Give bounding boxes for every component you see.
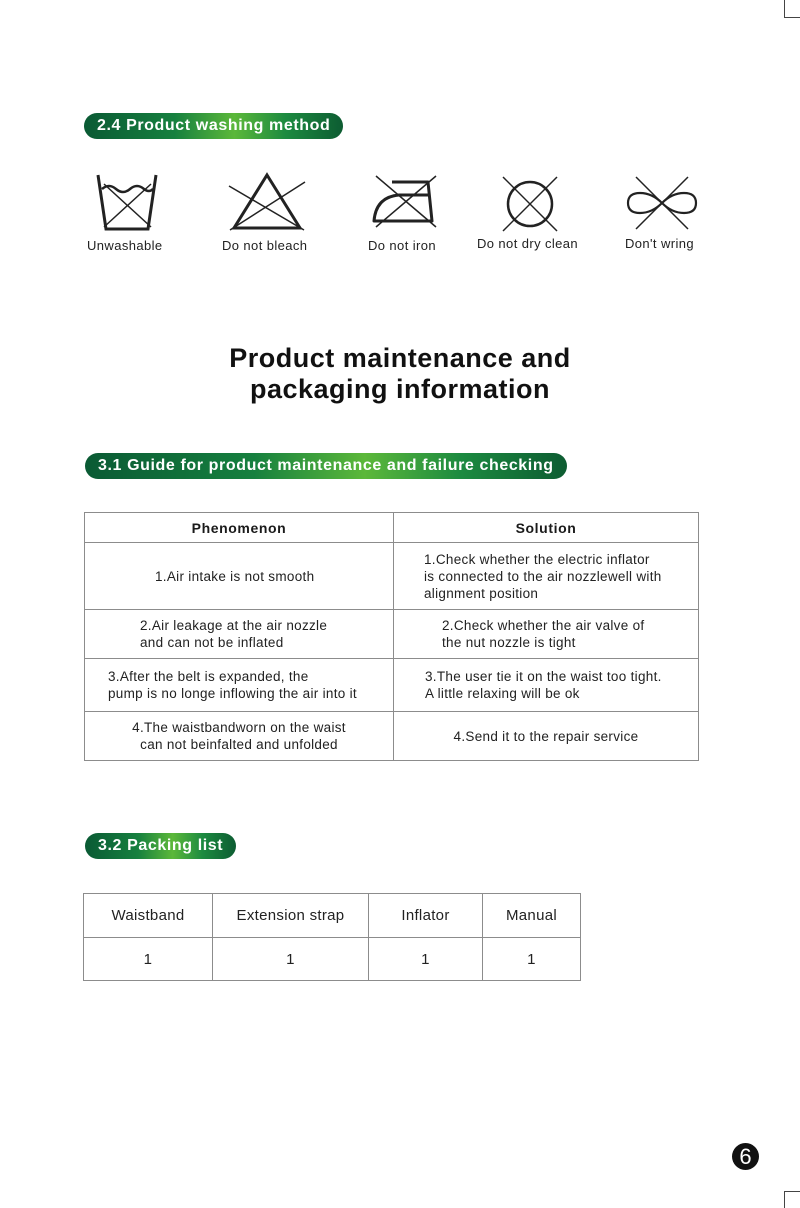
wash-label-no-iron: Do not iron xyxy=(368,238,436,253)
phenomenon-text: 2.Air leakage at the air nozzle xyxy=(140,618,328,633)
packing-header-manual: Manual xyxy=(483,894,581,938)
wash-label-unwashable: Unwashable xyxy=(87,238,163,253)
phenomenon-text: can not beinfalted and unfolded xyxy=(140,737,338,752)
page-title xyxy=(0,343,800,405)
solution-text: alignment position xyxy=(424,585,539,601)
header-solution: Solution xyxy=(394,513,699,543)
phenomenon-cell xyxy=(85,712,394,761)
phenomenon-text: 4.The waistbandworn on the waist xyxy=(132,720,346,735)
phenomenon-text: pump is no longe inflowing the air into it xyxy=(108,686,357,701)
table-header-row xyxy=(85,513,699,543)
solution-text: 3.The user tie it on the waist too tight. xyxy=(425,669,662,684)
wash-label-no-wring: Don't wring xyxy=(625,236,695,251)
header-phenomenon: Phenomenon xyxy=(85,513,394,543)
phenomenon-text: and can not be inflated xyxy=(140,635,284,650)
no-iron-icon xyxy=(370,173,440,234)
maintenance-table xyxy=(84,512,699,761)
packing-quantity-row xyxy=(84,938,581,981)
phenomenon-cell xyxy=(85,543,394,610)
wash-label-no-bleach: Do not bleach xyxy=(222,238,308,253)
solution-text: 1.Check whether the electric inflator xyxy=(424,551,650,567)
solution-cell xyxy=(394,712,699,761)
phenomenon-text: 1.Air intake is not smooth xyxy=(155,568,315,584)
no-dry-clean-circle-icon xyxy=(500,174,560,239)
table-row xyxy=(85,610,699,659)
phenomenon-cell xyxy=(85,659,394,712)
packing-section-heading: 3.2 Packing list xyxy=(85,833,236,859)
table-row xyxy=(85,659,699,712)
solution-cell xyxy=(394,610,699,659)
packing-header-extension-strap: Extension strap xyxy=(213,894,369,938)
no-bleach-triangle-icon xyxy=(226,172,308,237)
packing-table xyxy=(83,893,581,981)
page-title-line-1: Product maintenance and xyxy=(229,343,571,373)
solution-cell xyxy=(394,543,699,610)
solution-cell xyxy=(394,659,699,712)
crop-mark-top-h xyxy=(784,17,800,18)
packing-header-inflator: Inflator xyxy=(369,894,483,938)
quantity-waistband: 1 xyxy=(84,938,213,981)
page-number: 6 xyxy=(732,1143,759,1170)
table-row xyxy=(85,712,699,761)
page-title-line-2: packaging information xyxy=(249,374,551,404)
no-wash-tub-icon xyxy=(95,172,161,239)
quantity-extension-strap: 1 xyxy=(213,938,369,981)
solution-text: the nut nozzle is tight xyxy=(442,635,576,650)
packing-header-row xyxy=(84,894,581,938)
table-row xyxy=(85,543,699,610)
crop-mark-top-v xyxy=(784,0,785,18)
crop-mark-bottom-v xyxy=(784,1191,785,1208)
wash-label-no-dry-clean: Do not dry clean xyxy=(477,236,579,251)
solution-text: is connected to the air nozzlewell with xyxy=(424,568,662,584)
quantity-inflator: 1 xyxy=(369,938,483,981)
packing-header-waistband: Waistband xyxy=(84,894,213,938)
solution-text: 2.Check whether the air valve of xyxy=(442,618,645,633)
maintenance-section-heading: 3.1 Guide for product maintenance and failure checking xyxy=(85,453,567,479)
no-wring-twist-icon xyxy=(626,174,698,237)
crop-mark-bottom-h xyxy=(784,1191,800,1192)
quantity-manual: 1 xyxy=(483,938,581,981)
phenomenon-text: 3.After the belt is expanded, the xyxy=(108,669,309,684)
solution-text: A little relaxing will be ok xyxy=(425,686,580,701)
washing-section-heading: 2.4 Product washing method xyxy=(84,113,343,139)
solution-text: 4.Send it to the repair service xyxy=(453,728,639,744)
phenomenon-cell xyxy=(85,610,394,659)
